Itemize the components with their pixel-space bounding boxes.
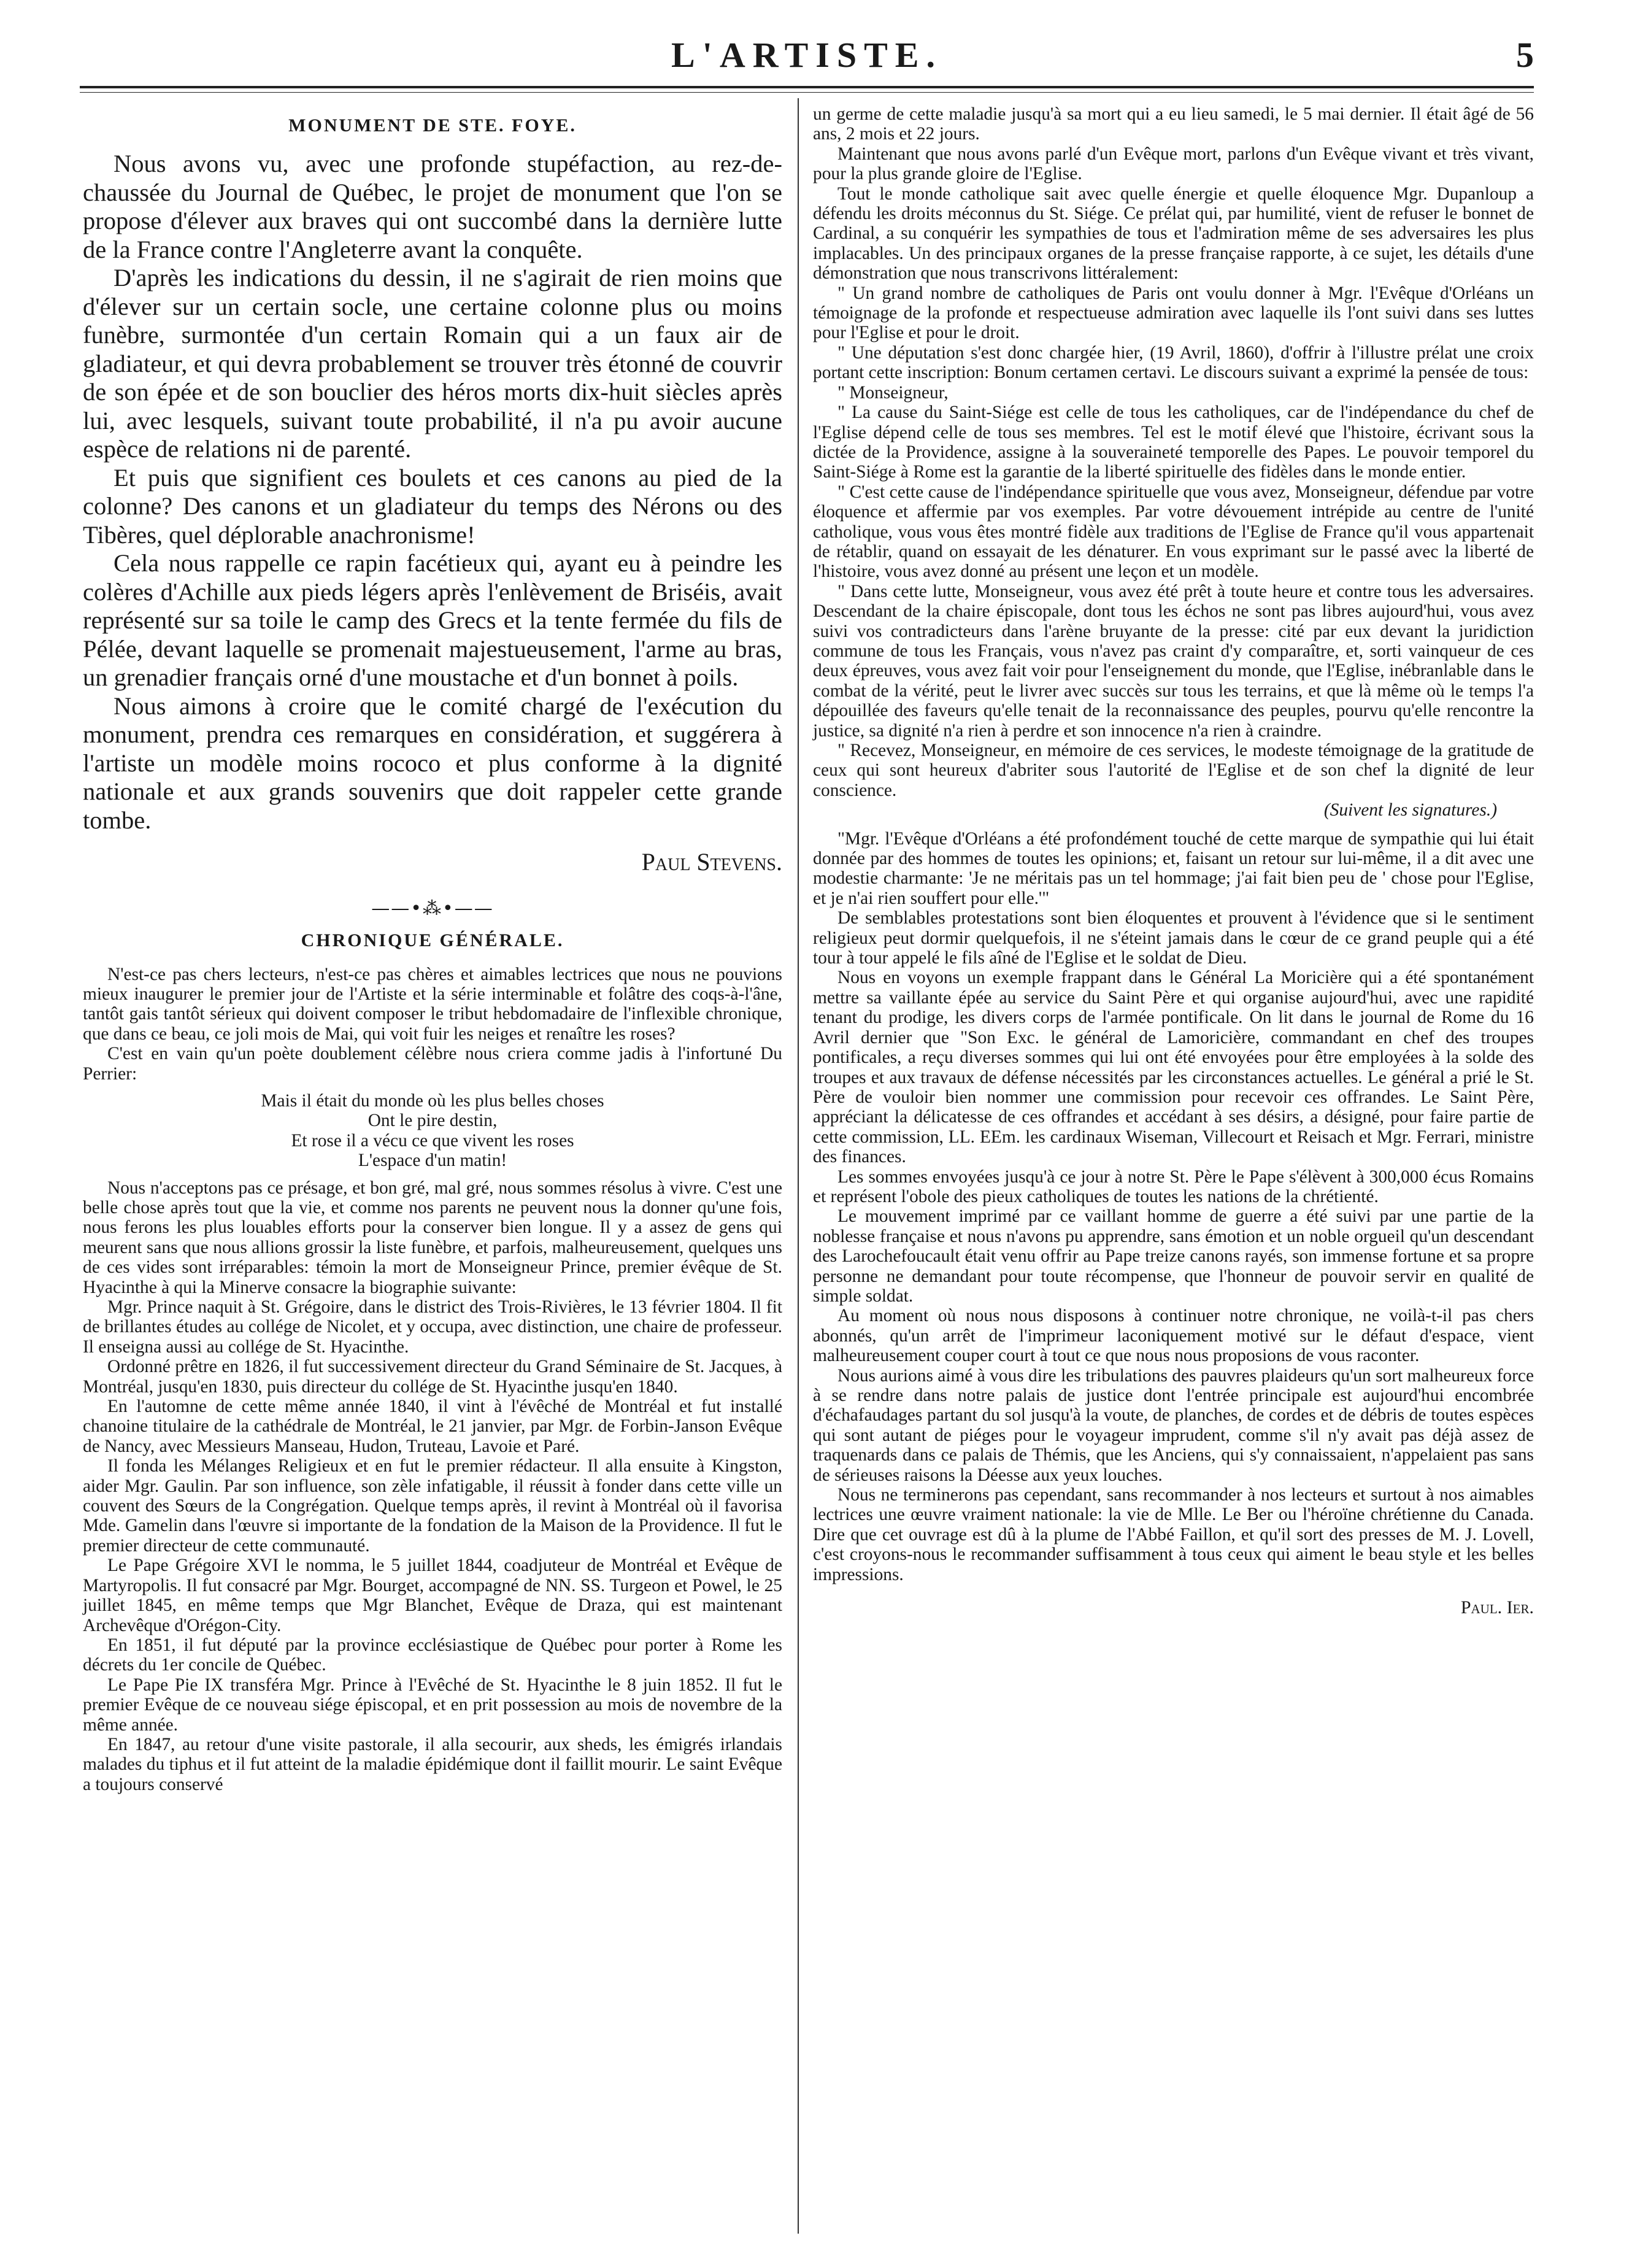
chronique-paragraph: un germe de cette maladie jusqu'à sa mort qui a eu lieu samedi, le 5 mai dernier. Il était âgé de 56 ans, 2 mois et 22 jours. — [813, 104, 1534, 144]
chronique-paragraph: Les sommes envoyées jusqu'à ce jour à notre St. Père le Pape s'élèvent à 300,000 écus Romains et représent l'obole des pieux catholiques de toutes les nations de la chrétienté. — [813, 1167, 1534, 1206]
masthead-title: L'ARTISTE. — [671, 35, 942, 75]
verse-line: Et rose il a vécu ce que vivent les roses — [291, 1130, 574, 1151]
signatures-note: (Suivent les signatures.) — [1323, 800, 1497, 820]
chronique-continuation — [813, 104, 1534, 1618]
chronique-paragraph: De semblables protestations sont bien éloquentes et prouvent à l'évidence que si le sentiment religieux peut dormir quelquefois, il ne s'éteint jamais dans le cœur de ce grand peuple qui a été tour à tour appelé le fils aîné de l'Eglise et le soldat de Dieu. — [813, 908, 1534, 968]
chronique-paragraph: En l'automne de cette même année 1840, il vint à l'évêché de Montréal et fut installé chanoine titulaire de la cathédrale de Montréal, le 21 janvier, par Mgr. de Forbin-Janson Evêque de Nancy, avec Messieurs Manseau, Hudon, Truteau, Lavoie et Paré. — [83, 1397, 782, 1456]
monument-paragraph: Nous aimons à croire que le comité chargé de l'exécution du monument, prendra ces remarques en considération, et suggérera à l'artiste un modèle moins rococo et plus conforme à la dignité nationale et aux grands souvenirs que doit rappeler cette grande tombe. — [83, 692, 782, 834]
monument-paragraph: Cela nous rappelle ce rapin facétieux qui, ayant eu à peindre les colères d'Achille aux pieds légers après l'enlèvement de Briséis, avait représenté sur sa toile le camp des Grecs et la tente fermée du fils de Pélée, devant laquelle se promenait majestueusement, l'arme au bras, un grenadier français orné d'une moustache et d'un bonnet à poils. — [83, 549, 782, 691]
quoted-paragraph: " Monseigneur, — [837, 382, 949, 403]
page-header — [80, 31, 1534, 80]
chronique-paragraph: Maintenant que nous avons parlé d'un Evêque mort, parlons d'un Evêque vivant et très vivant, pour la plus grande gloire de l'Eglise. — [813, 144, 1534, 184]
monument-signature: Paul Stevens. — [641, 848, 782, 876]
chronique-article — [83, 965, 782, 1795]
right-column — [813, 104, 1534, 1618]
verse-line: L'espace d'un matin! — [358, 1151, 507, 1171]
verse-line: Mais il était du monde où les plus belles choses — [261, 1090, 604, 1111]
monument-paragraph: Nous avons vu, avec une profonde stupéfaction, au rez-de-chaussée du Journal de Québec, le projet de monument que l'on se propose d'élever aux braves qui ont succombé dans la dernière lutte de la France contre l'Angleterre avant la conquête. — [83, 150, 782, 263]
chronique-paragraph: Nous en voyons un exemple frappant dans le Général La Moricière qui a été spontanément mettre sa vaillante épée au service du Saint Père et qui organise aujourd'hui, avec une rapidité tenant du prodige, les divers corps de l'armée pontificale. On lit dans le journal de Rome du 16 Avril dernier que "Son Exc. le général de Lamoricière, commandant en chef des troupes pontificales, a reçu diverses sommes qui lui ont été envoyées pour être employées à la solde des troupes et aux travaux de défense nécessités par les circonstances actuelles. Le général a prié le St. Père de vouloir bien nommer une commission pour recevoir ces offrandes. Le Saint Père, appréciant la délicatesse de ces offrandes et accédant à ses désirs, a désigné, pour faire partie de cette commission, LL. EEm. les cardinaux Wiseman, Villecourt et Reisach et Mgr. Ferrari, ministre des finances. — [813, 968, 1534, 1167]
chronique-paragraph: En 1851, il fut député par la province ecclésiastique de Québec pour porter à Rome les décrets du 1er concile de Québec. — [83, 1635, 782, 1675]
quoted-paragraph: " Un grand nombre de catholiques de Paris ont voulu donner à Mgr. l'Evêque d'Orléans un témoignage de la profonde et respectueuse admiration avec laquelle ils l'ont suivi dans ses luttes pour l'Eglise et pour le droit. — [813, 283, 1534, 343]
section-ornament: ——•⁂•—— — [371, 897, 494, 919]
quoted-paragraph: " Une députation s'est donc chargée hier, (19 Avril, 1860), d'offrir à l'illustre prélat une croix portant cette inscription: Bonum certamen certavi. Le discours suivant a exprimé la pensée de tous: — [813, 342, 1534, 383]
chronique-paragraph: Nous aurions aimé à vous dire les tribulations des pauvres plaideurs qu'un sort malheureux force à se rendre dans notre palais de justice dont l'entrée principale est aujourd'hui encombrée d'échafaudages partant du sol jusqu'à la voute, de planches, de cordes et de débris de toutes espèces qui sont autant de piéges pour le voyageur imprudent, comme s'il n'y avait pas déjà assez de traquenards dans ce palais de Thémis, que les Anciens, qui s'y connaissaient, n'appelaient pas sans de sérieuses raisons la Déesse aux yeux louches. — [813, 1365, 1534, 1485]
quoted-paragraph: " La cause du Saint-Siége est celle de tous les catholiques, car de l'indépendance du chef de l'Eglise dépend celle de tous ses membres. Tel est le motif élevé que l'histoire, écrivant sous la dictée de la Providence, assigne à la souveraineté temporelle des Papes. Le pouvoir temporel du Saint-Siége à Rome est la garantie de la liberté spirituelle des fidèles dans le monde entier. — [813, 403, 1534, 482]
header-rule — [80, 86, 1534, 88]
monument-paragraph: Et puis que signifient ces boulets et ces canons au pied de la colonne? Des canons et un gladiateur du temps des Nérons ou des Tibères, quel déplorable anachronisme! — [83, 463, 782, 549]
quoted-paragraph: " Dans cette lutte, Monseigneur, vous avez été prêt à toute heure et contre tous les adversaires. Descendant de la chaire épiscopale, dont tous les échos ne sont pas libres aujourd'hui, vous avez suivi vos contradicteurs dans l'arène bruyante de la presse: cité par eux devant la juridiction commune de tous les Français, vous n'avez pas craint d'y comparaître, et, sorti vainqueur de ces deux épreuves, vous avez fait voir pour l'enseignement du monde, que l'Eglise, inébranlable dans le combat de la vérité, peut le livrer avec succès sur tous les terrains, et que là même où le temps l'a dépouillée des faveurs qu'elle tenait de la reconnaissance des peuples, pourvu qu'elle rencontre la justice, sa dignité n'a rien à perdre et son innocence n'a rien à craindre. — [813, 581, 1534, 741]
monument-paragraph: D'après les indications du dessin, il ne s'agirait de rien moins que d'élever sur un certain socle, une certaine colonne plus ou moins funèbre, surmontée d'un certain Romain qui a un faux air de gladiateur, et qui devra probablement se trouver très étonné de couvrir de son épée et de son bouclier des héros morts dix-huit siècles après lui, avec lesquels, suivant toute probabilité, il n'a pu avoir aucune espèce de relations ni de parenté. — [83, 264, 782, 463]
chronique-paragraph: Tout le monde catholique sait avec quelle énergie et quelle éloquence Mgr. Dupanloup a défendu les droits méconnus du St. Siége. Ce prélat qui, par humilité, vient de refuser le bonnet de Cardinal, a su conquérir les sympathies de tous et l'admiration même de ses adversaires les plus implacables. Un des principaux organes de la presse française rapporte, à ce sujet, les détails d'une démonstration que nous transcrivons littéralement: — [813, 183, 1534, 284]
quoted-paragraph: " C'est cette cause de l'indépendance spirituelle que vous avez, Monseigneur, défendue par votre éloquence et affermie par vos exemples. Par votre dévouement intrépide au centre de l'unité catholique, vous vous êtes montré fidèle aux traditions de l'Eglise de France qu'il vous appartenait de rétablir, quand on essayait de les dénaturer. En vous exprimant sur le passé avec la liberté de l'histoire, vous avez donné au présent une leçon et un modèle. — [813, 482, 1534, 582]
chronique-paragraph: Le Pape Pie IX transféra Mgr. Prince à l'Evêché de St. Hyacinthe le 8 juin 1852. Il fut le premier Evêque de ce nouveau siége épiscopal, et en prit possession au mois de novembre de la même année. — [83, 1675, 782, 1735]
chronique-paragraph: N'est-ce pas chers lecteurs, n'est-ce pas chères et aimables lectrices que nous ne pouvions mieux inaugurer le premier jour de l'Artiste et la série interminable et folâtre des coqs-à-l'âne, tantôt gais tantôt sérieux qui doivent composer le tribut hebdomadaire de l'inflexible chronique, que dans ce beau, ce joli mois de Mai, qui voit fuir les neiges et renaître les roses? — [83, 964, 782, 1044]
chronique-paragraph: En 1847, au retour d'une visite pastorale, il alla secourir, aux sheds, les émigrés irlandais malades du tiphus et il fut atteint de la maladie épidémique dont il faillit mourir. Le saint Evêque a toujours conservé — [83, 1734, 782, 1794]
chronique-heading: CHRONIQUE GÉNÉRALE. — [301, 930, 564, 951]
chronique-paragraph: Nous ne terminerons pas cependant, sans recommander à nos lecteurs et surtout à nos aimables lectrices une œuvre vraiment nationale: la vie de Mlle. Le Ber ou l'héroïne chrétienne du Canada. Dire que cet ouvrage est dû à la plume de l'Abbé Faillon, et qu'il sort des presses de M. J. Lovell, c'est croyons-nous le recommander suffisamment à tous ceux qui aiment le beau style et les belles impressions. — [813, 1485, 1534, 1584]
monument-article — [83, 150, 782, 877]
verse-quote — [83, 1091, 782, 1171]
column-divider — [798, 98, 799, 2234]
chronique-paragraph: Le Pape Grégoire XVI le nomma, le 5 juillet 1844, coadjuteur de Montréal et Evêque de Martyropolis. Il fut consacré par Mgr. Bourget, accompagné de NN. SS. Turgeon et Powel, le 25 juillet 1845, en même temps que Mgr Blanchet, Evêque de Draza, qui est maintenant Archevêque d'Orégon-City. — [83, 1556, 782, 1635]
quoted-paragraph: " Recevez, Monseigneur, en mémoire de ces services, le modeste témoignage de la gratitude de ceux qui sont heureux d'abriter sous l'autorité de l'Eglise et de son chef la dignité de leur conscience. — [813, 741, 1534, 800]
chronique-paragraph: Mgr. Prince naquit à St. Grégoire, dans le district des Trois-Rivières, le 13 février 1804. Il fit de brillantes études au collége de Nicolet, et y occupa, avec distinction, une chaire de professeur. Il enseigna aussi au collége de St. Hyacinthe. — [83, 1297, 782, 1357]
chronique-paragraph: Au moment où nous nous disposons à continuer notre chronique, ne voilà-t-il pas chers abonnés, qu'un arrêt de l'imprimeur laconiquement motivé sur le défaut d'espace, vient malheureusement couper court à tout ce que nous nous proposions de vous raconter. — [813, 1306, 1534, 1366]
chronique-paragraph: Il fonda les Mélanges Religieux et en fut le premier rédacteur. Il alla ensuite à Kingston, aider Mgr. Gaulin. Par son influence, son zèle infatigable, il réussit à fonder dans cette ville un couvent des Sœurs de la Congrégation. Quelque temps après, il revint à Montréal où il favorisa Mde. Gamelin dans l'œuvre si importante de la fondation de la Maison de la Providence. Il fut le premier directeur de cette communauté. — [83, 1456, 782, 1556]
monument-heading: MONUMENT DE STE. FOYE. — [288, 115, 577, 136]
left-column — [83, 104, 782, 1794]
quoted-paragraph: "Mgr. l'Evêque d'Orléans a été profondément touché de cette marque de sympathie qui lui était donnée par des hommes de toutes les opinions; et, faisant un retour sur lui-même, il a dit avec une modestie charmante: 'Je ne méritais pas un tel hommage; j'ai fait bien peu de ' chose pour l'Eglise, et je n'ai rien souffert pour elle.'" — [813, 828, 1534, 908]
chronique-paragraph: Le mouvement imprimé par ce vaillant homme de guerre a été suivi par une partie de la noblesse française et nous n'avons pu apprendre, sans émotion et un noble orgueil qu'un descendant des Larochefoucault était venu offrir au Pape treize canons rayés, son immense fortune et sa propre personne ne demandant pour toute récompense, que l'honneur de pouvoir servir en qualité de simple soldat. — [813, 1206, 1534, 1306]
chronique-paragraph: C'est en vain qu'un poète doublement célèbre nous criera comme jadis à l'infortuné Du Perrier: — [83, 1044, 782, 1084]
verse-line: Ont le pire destin, — [368, 1111, 498, 1131]
chronique-signature: Paul. Ier. — [1460, 1597, 1534, 1618]
chronique-paragraph: Nous n'acceptons pas ce présage, et bon gré, mal gré, nous sommes résolus à vivre. C'est une belle chose après tout que la vie, et comme nos parents ne peuvent nous la donner qu'une fois, nous ferons les plus louables efforts pour la conserver bien longue. Il y a assez de gens qui meurent sans que nous allions grossir la liste funèbre, et parfois, malheureusement, quelques uns de ces vides sont irréparables: témoin la mort de Monseigneur Prince, premier évêque de St. Hyacinthe à qui la Minerve consacre la biographie suivante: — [83, 1178, 782, 1297]
header-rule-thin — [80, 92, 1534, 93]
chronique-paragraph: Ordonné prêtre en 1826, il fut successivement directeur du Grand Séminaire de St. Jacques, à Montréal, jusqu'en 1830, puis directeur du collége de St. Hyacinthe jusqu'en 1840. — [83, 1357, 782, 1397]
page-number: 5 — [1516, 35, 1534, 75]
